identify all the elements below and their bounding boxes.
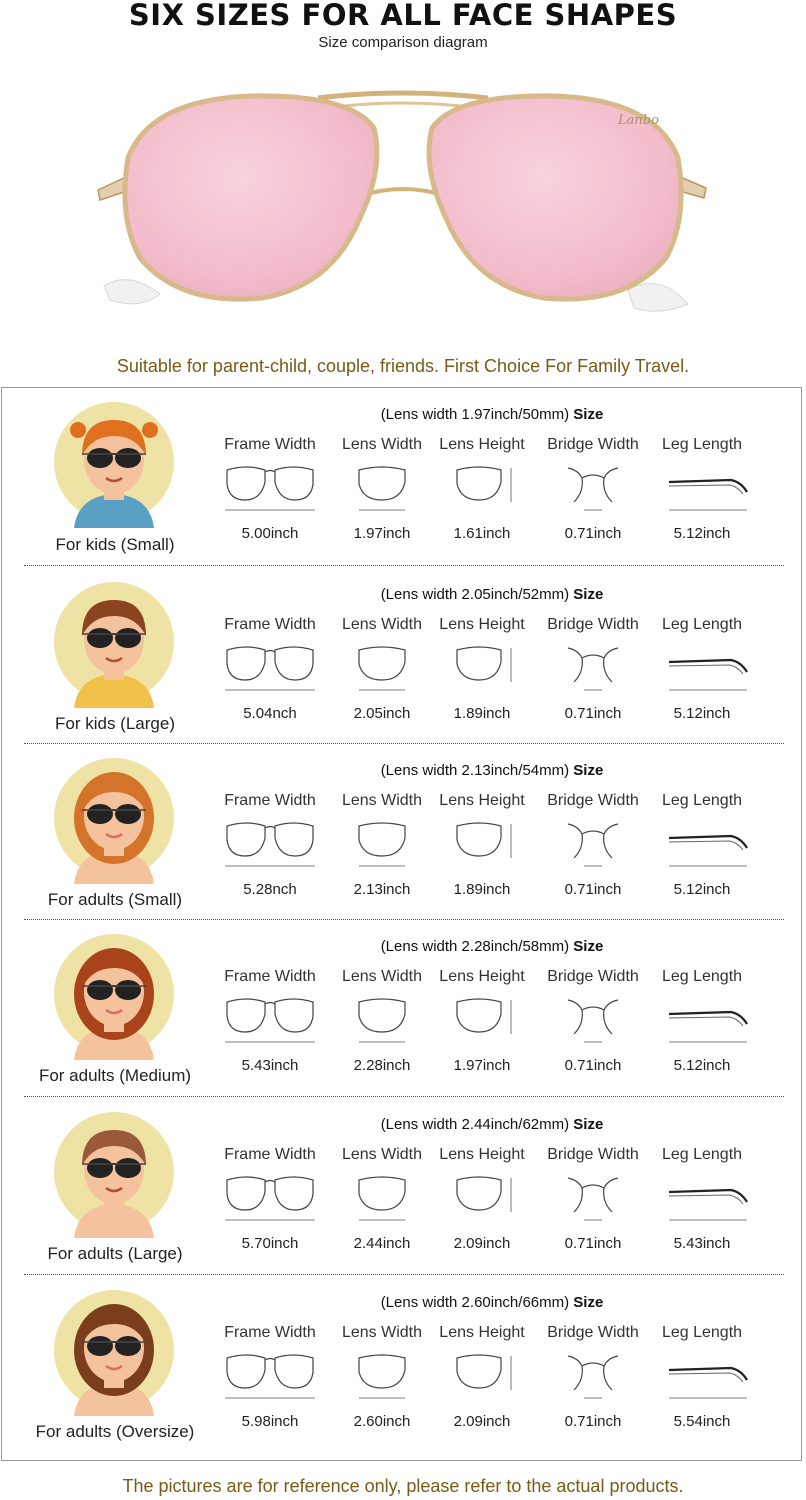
leg-length-icon bbox=[647, 1168, 757, 1231]
measurement-value: 0.71inch bbox=[564, 881, 622, 898]
lens-height-icon bbox=[427, 814, 537, 877]
measurement-value: 5.70inch bbox=[241, 1235, 299, 1252]
measurement-value: 2.09inch bbox=[453, 1413, 511, 1430]
lens-width-title bbox=[222, 586, 762, 603]
measurement-value: 5.28nch bbox=[243, 881, 297, 898]
measurement-value: 2.60inch bbox=[353, 1413, 411, 1430]
column-header: Lens Height bbox=[439, 436, 525, 453]
frame-width-icon bbox=[215, 990, 325, 1053]
size-row-label: For adults (Medium) bbox=[38, 1066, 192, 1085]
column-header: Bridge Width bbox=[547, 1146, 639, 1163]
lens-width-title bbox=[222, 1116, 762, 1133]
size-row bbox=[2, 568, 803, 744]
size-row bbox=[2, 744, 803, 920]
column-header: Lens Width bbox=[341, 968, 423, 985]
size-row-label: For kids (Large) bbox=[55, 714, 175, 733]
column-header: Bridge Width bbox=[547, 792, 639, 809]
column-header: Frame Width bbox=[224, 968, 316, 985]
size-chart-panel bbox=[1, 387, 802, 1461]
leg-length-icon bbox=[647, 990, 757, 1053]
row-divider bbox=[24, 1096, 784, 1097]
lens-width-icon bbox=[327, 638, 437, 701]
lens-width-text: (Lens width 1.97inch/50mm) bbox=[380, 406, 574, 423]
size-suffix: Size bbox=[573, 762, 604, 779]
leg-length-icon bbox=[647, 458, 757, 521]
column-header: Lens Width bbox=[341, 1146, 423, 1163]
measurement-value: 2.13inch bbox=[353, 881, 411, 898]
lens-width-text: (Lens width 2.13inch/54mm) bbox=[380, 762, 574, 779]
measurement-value: 5.12inch bbox=[673, 1057, 731, 1074]
girl-kid-icon bbox=[48, 396, 180, 528]
lens-width-text: (Lens width 2.28inch/58mm) bbox=[380, 938, 574, 955]
lens-width-icon bbox=[327, 1346, 437, 1409]
column-header: Frame Width bbox=[224, 1146, 316, 1163]
column-header: Leg Length bbox=[661, 792, 743, 809]
column-header: Lens Height bbox=[439, 1324, 525, 1341]
size-suffix: Size bbox=[573, 938, 604, 955]
size-row bbox=[2, 920, 803, 1098]
size-row bbox=[2, 1276, 803, 1462]
column-header: Lens Height bbox=[439, 1146, 525, 1163]
frame-width-icon bbox=[215, 458, 325, 521]
page-subtitle: Size comparison diagram bbox=[318, 34, 488, 51]
measurement-value: 5.00inch bbox=[241, 525, 299, 542]
measurement-value: 2.44inch bbox=[353, 1235, 411, 1252]
column-header: Leg Length bbox=[661, 1146, 743, 1163]
size-row-label: For adults (Small) bbox=[47, 890, 183, 909]
measurement-value: 1.61inch bbox=[453, 525, 511, 542]
column-header: Frame Width bbox=[224, 1324, 316, 1341]
woman-bob-icon bbox=[48, 752, 180, 884]
row-divider bbox=[24, 1274, 784, 1275]
column-header: Leg Length bbox=[661, 1324, 743, 1341]
lens-width-title bbox=[222, 1294, 762, 1311]
measurement-value: 1.97inch bbox=[453, 1057, 511, 1074]
man-icon bbox=[48, 1106, 180, 1238]
woman-curly-hair-icon bbox=[48, 1284, 180, 1416]
measurement-value: 5.04nch bbox=[243, 705, 297, 722]
bridge-width-icon bbox=[538, 1168, 648, 1231]
tagline: Suitable for parent-child, couple, friends. First Choice For Family Travel. bbox=[116, 356, 690, 376]
lens-height-icon bbox=[427, 1168, 537, 1231]
column-header: Leg Length bbox=[661, 436, 743, 453]
measurement-value: 5.12inch bbox=[673, 525, 731, 542]
size-row bbox=[2, 1098, 803, 1276]
frame-width-icon bbox=[215, 638, 325, 701]
row-divider bbox=[24, 743, 784, 744]
measurement-value: 5.43inch bbox=[241, 1057, 299, 1074]
column-header: Leg Length bbox=[661, 968, 743, 985]
measurement-value: 0.71inch bbox=[564, 1057, 622, 1074]
size-row-label: For adults (Large) bbox=[47, 1244, 183, 1263]
aviator-sunglasses-image bbox=[0, 58, 806, 343]
leg-length-icon bbox=[647, 638, 757, 701]
lens-width-title bbox=[222, 762, 762, 779]
frame-width-icon bbox=[215, 814, 325, 877]
brand-script: Lanbo bbox=[618, 113, 659, 128]
column-header: Lens Width bbox=[341, 436, 423, 453]
lens-height-icon bbox=[427, 638, 537, 701]
column-header: Bridge Width bbox=[547, 1324, 639, 1341]
row-divider bbox=[24, 565, 784, 566]
bridge-width-icon bbox=[538, 1346, 648, 1409]
lens-height-icon bbox=[427, 990, 537, 1053]
column-header: Bridge Width bbox=[547, 616, 639, 633]
woman-long-hair-icon bbox=[48, 928, 180, 1060]
measurement-value: 0.71inch bbox=[564, 1413, 622, 1430]
size-suffix: Size bbox=[573, 586, 604, 603]
measurement-value: 5.54inch bbox=[673, 1413, 731, 1430]
boy-kid-icon bbox=[48, 576, 180, 708]
column-header: Lens Width bbox=[341, 616, 423, 633]
column-header: Lens Width bbox=[341, 1324, 423, 1341]
measurement-value: 5.12inch bbox=[673, 705, 731, 722]
lens-width-icon bbox=[327, 814, 437, 877]
column-header: Lens Height bbox=[439, 616, 525, 633]
bridge-width-icon bbox=[538, 814, 648, 877]
row-divider bbox=[24, 919, 784, 920]
measurement-value: 1.89inch bbox=[453, 705, 511, 722]
column-header: Leg Length bbox=[661, 616, 743, 633]
column-header: Bridge Width bbox=[547, 968, 639, 985]
column-header: Bridge Width bbox=[547, 436, 639, 453]
size-suffix: Size bbox=[573, 1294, 604, 1311]
lens-width-icon bbox=[327, 990, 437, 1053]
measurement-value: 0.71inch bbox=[564, 705, 622, 722]
column-header: Lens Height bbox=[439, 792, 525, 809]
measurement-value: 1.97inch bbox=[353, 525, 411, 542]
bridge-width-icon bbox=[538, 990, 648, 1053]
measurement-value: 2.05inch bbox=[353, 705, 411, 722]
leg-length-icon bbox=[647, 1346, 757, 1409]
measurement-value: 5.43inch bbox=[673, 1235, 731, 1252]
size-suffix: Size bbox=[573, 1116, 604, 1133]
measurement-value: 5.12inch bbox=[673, 881, 731, 898]
lens-height-icon bbox=[427, 1346, 537, 1409]
size-row-label: For kids (Small) bbox=[55, 535, 175, 554]
frame-width-icon bbox=[215, 1346, 325, 1409]
lens-width-icon bbox=[327, 458, 437, 521]
column-header: Frame Width bbox=[224, 792, 316, 809]
lens-width-text: (Lens width 2.60inch/66mm) bbox=[380, 1294, 574, 1311]
column-header: Frame Width bbox=[224, 436, 316, 453]
measurement-value: 0.71inch bbox=[564, 525, 622, 542]
lens-width-title bbox=[222, 938, 762, 955]
size-suffix: Size bbox=[573, 406, 604, 423]
column-header: Frame Width bbox=[224, 616, 316, 633]
leg-length-icon bbox=[647, 814, 757, 877]
measurement-value: 0.71inch bbox=[564, 1235, 622, 1252]
lens-width-text: (Lens width 2.05inch/52mm) bbox=[380, 586, 574, 603]
lens-width-title bbox=[222, 406, 762, 423]
lens-height-icon bbox=[427, 458, 537, 521]
lens-width-text: (Lens width 2.44inch/62mm) bbox=[380, 1116, 574, 1133]
measurement-value: 5.98inch bbox=[241, 1413, 299, 1430]
size-row bbox=[2, 388, 803, 568]
page-title: SIX SIZES FOR ALL FACE SHAPES bbox=[128, 0, 678, 32]
measurement-value: 2.09inch bbox=[453, 1235, 511, 1252]
disclaimer: The pictures are for reference only, please refer to the actual products. bbox=[122, 1476, 684, 1496]
measurement-value: 2.28inch bbox=[353, 1057, 411, 1074]
frame-width-icon bbox=[215, 1168, 325, 1231]
bridge-width-icon bbox=[538, 458, 648, 521]
measurement-value: 1.89inch bbox=[453, 881, 511, 898]
bridge-width-icon bbox=[538, 638, 648, 701]
size-row-label: For adults (Oversize) bbox=[35, 1422, 195, 1441]
lens-width-icon bbox=[327, 1168, 437, 1231]
column-header: Lens Height bbox=[439, 968, 525, 985]
column-header: Lens Width bbox=[341, 792, 423, 809]
